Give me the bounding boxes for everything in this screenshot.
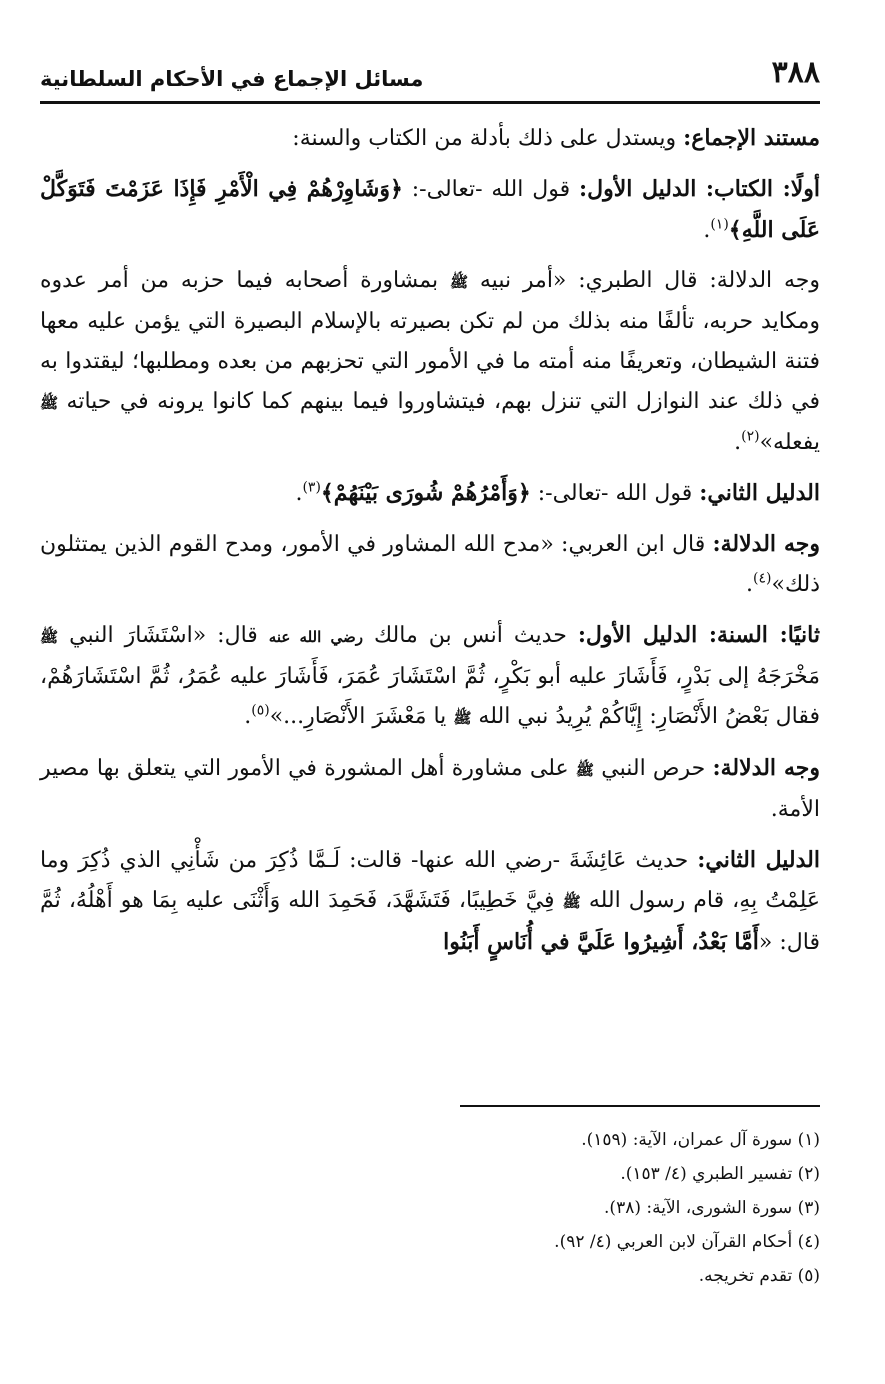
- paragraph-text: مَخْرَجَهُ إلى بَدْرٍ، فَأَشَارَ عليه أبو بَكْرٍ، ثُمَّ اسْتَشَارَ عُمَرَ، فَأَشَارَ عليه عُمَرُ، ثُمَّ اسْتَشَارَهُمْ، فقال بَعْضُ الأَنْصَارِ: إِيَّاكُمْ يُرِيدُ نبي الله: [40, 664, 820, 729]
- paragraph-text: يا مَعْشَرَ الأَنْصَارِ...»: [269, 704, 454, 729]
- section-label: وجه الدلالة:: [712, 755, 820, 781]
- paragraph-3: [40, 261, 820, 463]
- section-label: ثانيًا: السنة: الدليل الأول:: [577, 622, 820, 648]
- paragraph-text: حديث أنس بن مالك: [363, 623, 578, 648]
- punctuation: .: [244, 704, 252, 729]
- section-label: مستند الإجماع:: [683, 125, 820, 151]
- footnote-item: (٥) تقدم تخريجه.: [698, 1266, 820, 1286]
- hadith-bold-text: أَمَّا بَعْدُ، أَشِيرُوا عَلَيَّ في أُنَاسٍ أَبَنُوا: [443, 929, 759, 955]
- footnote-item: (٤) أحكام القرآن لابن العربي (٤/ ٩٢).: [554, 1232, 820, 1252]
- paragraph-text: حرص النبي: [594, 756, 713, 781]
- paragraph-1: [40, 118, 820, 159]
- footnote-separator: [460, 1105, 820, 1107]
- punctuation: .: [295, 481, 303, 506]
- footnote-item: (١) سورة آل عمران، الآية: (١٥٩).: [581, 1130, 820, 1150]
- quran-verse: ﴿وَشَاوِرْهُمْ فِي الْأَمْرِ فَإِذَا عَزَمْتَ فَتَوَكَّلْ عَلَى اللَّهِ﴾: [40, 176, 820, 243]
- paragraph-text: قال: «اسْتَشَارَ النبي: [58, 623, 269, 648]
- punctuation: .: [746, 572, 754, 597]
- paragraph-8: [40, 840, 820, 963]
- salawat-glyph: ﷺ: [562, 893, 581, 911]
- paragraph-text: قول الله -تعالى-:: [402, 177, 579, 202]
- section-label: أولًا: الكتاب: الدليل الأول:: [579, 176, 821, 202]
- paragraph-text: حديث عَائِشَةَ -رضي الله عنها- قالت: لَـمَّا ذُكِرَ من شَأْنِي الذي ذُكِرَ وما عَلِمْتُ بِهِ، قام رسول الله: [40, 848, 820, 913]
- paragraph-text: ويستدل على ذلك بأدلة من الكتاب والسنة:: [292, 126, 684, 151]
- page-body: [40, 118, 820, 963]
- paragraph-text: قال ابن العربي: «مدح الله المشاور في الأمور، ومدح القوم الذين يمتثلون ذلك»: [40, 532, 820, 597]
- footnote-ref: (٢): [741, 428, 760, 445]
- page-header: [40, 45, 820, 104]
- quran-verse: ﴿وَأَمْرُهُمْ شُورَى بَيْنَهُمْ﴾: [320, 480, 531, 506]
- footnote-ref: (١): [710, 216, 729, 233]
- paragraph-text: وجه الدلالة: قال الطبري: «أمر نبيه: [468, 268, 820, 293]
- paragraph-text: قول الله -تعالى-:: [530, 481, 700, 506]
- paragraph-text: فِيَّ خَطِيبًا، فَتَشَهَّدَ، فَحَمِدَ الله وَأَثْنَى عليه بِمَا هو أَهْلُهُ، ثُمَّ قال: «: [40, 888, 820, 955]
- footnote-ref: (٣): [302, 479, 321, 496]
- footnotes: [40, 1123, 820, 1293]
- paragraph-text: على مشاورة أهل المشورة في الأمور التي يتعلق بها مصير الأمة.: [40, 756, 820, 822]
- radi-glyph: رضي الله عنه: [268, 628, 364, 646]
- salawat-glyph: ﷺ: [40, 628, 59, 646]
- section-label: الدليل الثاني:: [697, 847, 820, 873]
- paragraph-2: [40, 169, 820, 251]
- footnote-ref: (٤): [753, 570, 772, 587]
- paragraph-text: بمشاورة أصحابه فيما حزبه من أمر عدوه ومكايد حربه، تألفًا منه بذلك من لم تكن بصيرته بالإسلام البصيرة التي يؤمن عليه معها فتنة الشيطان، وتعريفًا منه أمته ما في الأمور التي تحزبهم من بعده ومطلبها؛ ليقتدوا به في ذلك عند النوازل التي تنزل بهم، فيتشاوروا فيما بينهم كما كانوا يرونه في حياته: [40, 268, 820, 414]
- footnote-item: (٢) تفسير الطبري (٤/ ١٥٣).: [620, 1164, 820, 1184]
- running-title: مسائل الإجماع في الأحكام السلطانية: [40, 67, 424, 91]
- salawat-glyph: ﷺ: [453, 709, 472, 727]
- book-page: [40, 45, 821, 1286]
- paragraph-6: [40, 615, 820, 738]
- salawat-glyph: ﷺ: [575, 761, 594, 779]
- page-number: ٣٨٨: [771, 55, 820, 90]
- section-label: وجه الدلالة:: [712, 531, 820, 557]
- paragraph-4: [40, 473, 820, 514]
- paragraph-5: [40, 524, 820, 605]
- salawat-glyph: ﷺ: [40, 394, 59, 412]
- footnote-item: (٣) سورة الشورى، الآية: (٣٨).: [604, 1198, 820, 1218]
- paragraph-text: يفعله»: [759, 430, 820, 455]
- section-label: الدليل الثاني:: [699, 480, 820, 506]
- punctuation: .: [734, 430, 742, 455]
- punctuation: .: [703, 218, 711, 243]
- paragraph-7: [40, 748, 820, 830]
- footnote-ref: (٥): [251, 702, 270, 719]
- salawat-glyph: ﷺ: [449, 273, 469, 291]
